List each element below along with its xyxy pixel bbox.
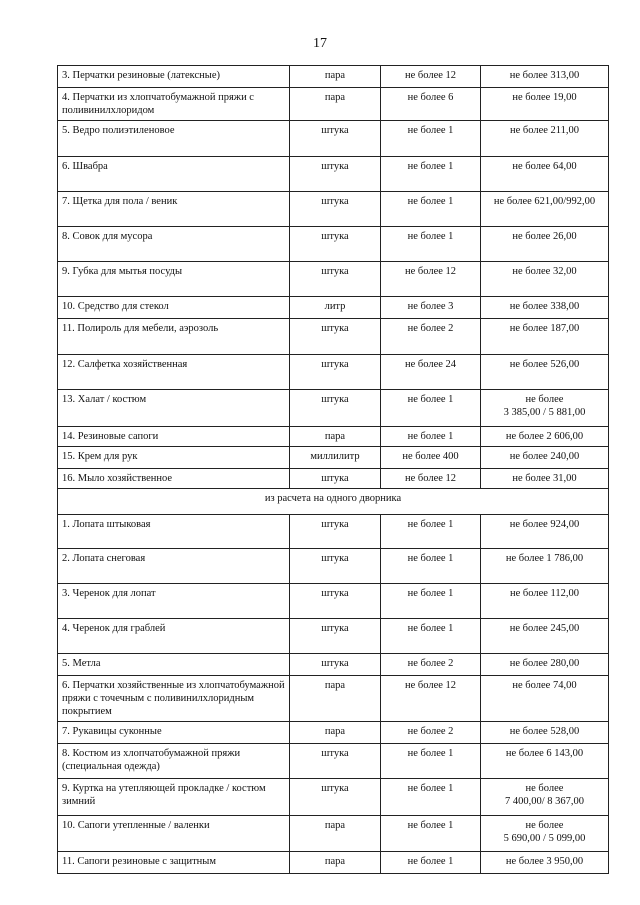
item-unit: миллилитр	[290, 447, 381, 469]
item-quantity: не более 2	[381, 319, 481, 355]
item-name: 1. Лопата штыковая	[58, 515, 290, 549]
item-quantity: не более 1	[381, 121, 481, 157]
item-price: не более 240,00	[481, 447, 609, 469]
item-name: 5. Метла	[58, 654, 290, 676]
item-name: 9. Губка для мытья посуды	[58, 262, 290, 297]
table-row	[58, 584, 609, 619]
item-quantity: не более 1	[381, 852, 481, 874]
item-unit: штука	[290, 121, 381, 157]
item-price: не более 31,00	[481, 469, 609, 489]
item-quantity: не более 1	[381, 619, 481, 654]
table-row	[58, 744, 609, 779]
table-row	[58, 515, 609, 549]
item-price: не более 3 385,00 / 5 881,00	[481, 390, 609, 427]
item-price: не более 924,00	[481, 515, 609, 549]
item-unit: штука	[290, 192, 381, 227]
item-name: 7. Щетка для пола / веник	[58, 192, 290, 227]
item-name: 10. Средство для стекол	[58, 297, 290, 319]
table-row	[58, 297, 609, 319]
item-name: 2. Лопата снеговая	[58, 549, 290, 584]
item-unit: штука	[290, 584, 381, 619]
item-name: 6. Швабра	[58, 157, 290, 192]
item-name: 5. Ведро полиэтиленовое	[58, 121, 290, 157]
section-header-row	[58, 489, 609, 515]
item-unit: пара	[290, 676, 381, 722]
item-price: не более 74,00	[481, 676, 609, 722]
table-row	[58, 121, 609, 157]
item-price: не более 187,00	[481, 319, 609, 355]
item-unit: штука	[290, 619, 381, 654]
item-quantity: не более 1	[381, 192, 481, 227]
item-quantity: не более 1	[381, 549, 481, 584]
table-row	[58, 192, 609, 227]
table-row	[58, 779, 609, 816]
item-quantity: не более 1	[381, 427, 481, 447]
item-price: не более 245,00	[481, 619, 609, 654]
item-price: не более 6 143,00	[481, 744, 609, 779]
item-unit: пара	[290, 427, 381, 447]
section-header: из расчета на одного дворника	[58, 489, 609, 515]
item-price: не более 2 606,00	[481, 427, 609, 447]
item-quantity: не более 12	[381, 469, 481, 489]
item-unit: пара	[290, 88, 381, 121]
item-price: не более 32,00	[481, 262, 609, 297]
table-row	[58, 722, 609, 744]
item-quantity: не более 1	[381, 515, 481, 549]
item-quantity: не более 12	[381, 66, 481, 88]
item-quantity: не более 1	[381, 227, 481, 262]
item-price: не более 5 690,00 / 5 099,00	[481, 816, 609, 852]
item-unit: штука	[290, 390, 381, 427]
item-price: не более 3 950,00	[481, 852, 609, 874]
item-name: 11. Сапоги резиновые с защитным	[58, 852, 290, 874]
table-row	[58, 88, 609, 121]
item-quantity: не более 1	[381, 390, 481, 427]
item-name: 8. Костюм из хлопчатобумажной пряжи (специальная одежда)	[58, 744, 290, 779]
table-row	[58, 676, 609, 722]
item-quantity: не более 24	[381, 355, 481, 390]
item-name: 3. Черенок для лопат	[58, 584, 290, 619]
table-row	[58, 227, 609, 262]
item-name: 8. Совок для мусора	[58, 227, 290, 262]
item-unit: пара	[290, 816, 381, 852]
item-price: не более 1 786,00	[481, 549, 609, 584]
item-unit: штука	[290, 654, 381, 676]
table-row	[58, 66, 609, 88]
item-unit: штука	[290, 469, 381, 489]
item-price: не более 7 400,00/ 8 367,00	[481, 779, 609, 816]
item-quantity: не более 12	[381, 262, 481, 297]
item-unit: пара	[290, 722, 381, 744]
item-price: не более 211,00	[481, 121, 609, 157]
table-row	[58, 469, 609, 489]
page-number: 17	[313, 36, 327, 51]
item-quantity: не более 6	[381, 88, 481, 121]
item-unit: штука	[290, 779, 381, 816]
item-quantity: не более 2	[381, 722, 481, 744]
item-name: 16. Мыло хозяйственное	[58, 469, 290, 489]
item-name: 10. Сапоги утепленные / валенки	[58, 816, 290, 852]
item-unit: пара	[290, 66, 381, 88]
item-price: не более 528,00	[481, 722, 609, 744]
item-price: не более 112,00	[481, 584, 609, 619]
supplies-table	[57, 65, 609, 874]
item-name: 11. Полироль для мебели, аэрозоль	[58, 319, 290, 355]
item-price: не более 280,00	[481, 654, 609, 676]
item-unit: штука	[290, 227, 381, 262]
item-name: 14. Резиновые сапоги	[58, 427, 290, 447]
item-name: 3. Перчатки резиновые (латексные)	[58, 66, 290, 88]
item-unit: штука	[290, 157, 381, 192]
item-unit: штука	[290, 744, 381, 779]
item-unit: литр	[290, 297, 381, 319]
item-name: 12. Салфетка хозяйственная	[58, 355, 290, 390]
table-row	[58, 355, 609, 390]
item-name: 9. Куртка на утепляющей прокладке / костюм зимний	[58, 779, 290, 816]
table-row	[58, 549, 609, 584]
item-quantity: не более 1	[381, 744, 481, 779]
item-name: 13. Халат / костюм	[58, 390, 290, 427]
item-price: не более 621,00/992,00	[481, 192, 609, 227]
item-quantity: не более 1	[381, 584, 481, 619]
item-price: не более 338,00	[481, 297, 609, 319]
item-quantity: не более 1	[381, 157, 481, 192]
item-unit: штука	[290, 355, 381, 390]
item-quantity: не более 12	[381, 676, 481, 722]
table-row	[58, 447, 609, 469]
item-name: 15. Крем для рук	[58, 447, 290, 469]
item-quantity: не более 2	[381, 654, 481, 676]
table-row	[58, 319, 609, 355]
item-name: 4. Черенок для граблей	[58, 619, 290, 654]
item-quantity: не более 400	[381, 447, 481, 469]
table-row	[58, 852, 609, 874]
item-name: 6. Перчатки хозяйственные из хлопчатобумажной пряжи с точечным с поливинилхлоридным покрытием	[58, 676, 290, 722]
table-row	[58, 262, 609, 297]
item-name: 7. Рукавицы суконные	[58, 722, 290, 744]
item-price: не более 19,00	[481, 88, 609, 121]
item-price: не более 526,00	[481, 355, 609, 390]
item-unit: штука	[290, 549, 381, 584]
item-price: не более 313,00	[481, 66, 609, 88]
item-price: не более 64,00	[481, 157, 609, 192]
item-quantity: не более 1	[381, 816, 481, 852]
table-row	[58, 427, 609, 447]
item-quantity: не более 1	[381, 779, 481, 816]
table-row	[58, 390, 609, 427]
item-name: 4. Перчатки из хлопчатобумажной пряжи с поливинилхлоридом	[58, 88, 290, 121]
table-row	[58, 157, 609, 192]
item-unit: штука	[290, 262, 381, 297]
item-quantity: не более 3	[381, 297, 481, 319]
table-row	[58, 619, 609, 654]
table-row	[58, 816, 609, 852]
item-unit: штука	[290, 515, 381, 549]
item-unit: пара	[290, 852, 381, 874]
item-price: не более 26,00	[481, 227, 609, 262]
table-row	[58, 654, 609, 676]
item-unit: штука	[290, 319, 381, 355]
